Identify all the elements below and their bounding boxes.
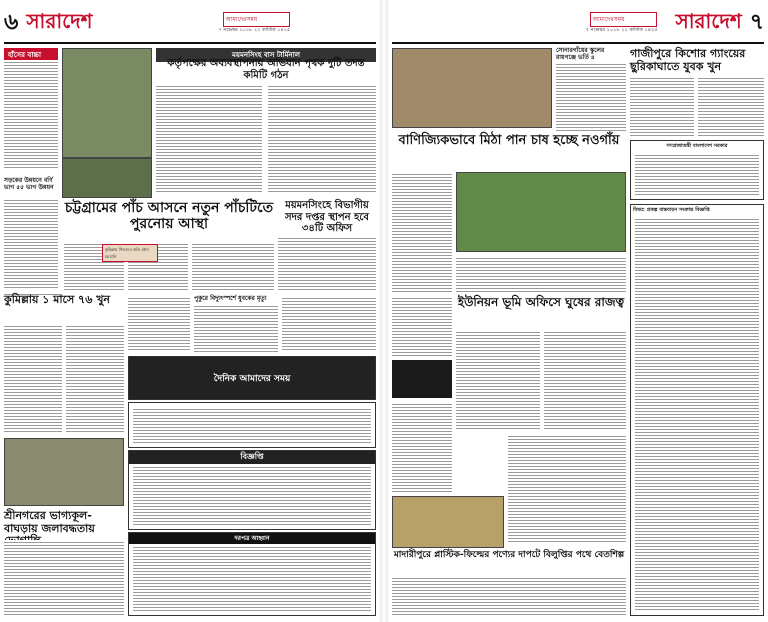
small-headline: সোনারগাঁয়ের স্কুলের রায়গঞ্জে ভর্তি ৪: [556, 47, 605, 61]
page-number: ৬: [4, 9, 19, 35]
photo-flood: [4, 438, 124, 506]
gov-subject: বিষয়: প্রকল্প বাস্তবায়ন সংক্রান্ত বিজ্ঞপ্তি: [633, 207, 710, 213]
issue-date: ৭ নভেম্বর ২০১৮ ২২ কার্তিক ১৪২৫: [218, 26, 291, 33]
gov-notice-text: [635, 153, 759, 195]
story6-headline: পুকুরে বিদ্যুৎস্পর্শে যুবকের মৃত্যু: [194, 295, 267, 302]
notice-box-2: [128, 450, 376, 530]
story3-text-col1: [456, 330, 540, 430]
tender-heading: দরপত্র আহ্বান: [129, 533, 375, 544]
photo-market: [392, 48, 552, 128]
ad-banner-text: দৈনিক আমাদের সময়: [213, 374, 291, 384]
story4-headline: মাদারীপুরে প্লাস্টিক-ফিল্মের পণ্যের দাপটে বিলুপ্তির পথে বেতশিল্প: [393, 550, 625, 560]
col-text-d: [392, 402, 452, 492]
story5-text: [4, 540, 124, 616]
lead-headline: গাজীপুরে কিশোর গ্যাংয়ের ছুরিকাঘাতে যুবক খুন: [630, 47, 746, 73]
story6-text: [194, 304, 278, 352]
side-text: [4, 60, 58, 170]
story2-text-col2: [456, 256, 626, 292]
ad-banner: [128, 356, 376, 400]
lead-text-col1: [156, 84, 262, 194]
notice-text: [133, 407, 371, 443]
section-title: সারাদেশ: [675, 8, 742, 33]
story3-text-col2: [544, 330, 626, 430]
masthead-rule: [392, 42, 764, 44]
newspaper-logo: আমাদেরসময়: [590, 12, 658, 27]
notice-box: [128, 402, 376, 448]
sidebar2-headline: সড়কের উন্নয়নে বর্ণি ভাগ ৫৫ ভাগ উন্নয়ন: [4, 177, 54, 191]
photo-people: [62, 48, 152, 158]
small-text: [556, 62, 626, 132]
lead-text-col2: [268, 84, 376, 194]
quote-box: [392, 360, 452, 398]
sidebar2-text: [4, 198, 58, 288]
lead-text-col2: [698, 76, 764, 136]
notice-heading: বিজ্ঞপ্তি: [129, 451, 375, 464]
tender-box: [128, 532, 376, 616]
story2-text-col3: [192, 242, 274, 290]
story4-text: [278, 236, 376, 292]
masthead-rule: [4, 42, 376, 44]
photo-betel: [456, 172, 626, 252]
newspaper-logo: আমাদেরসময়: [223, 12, 291, 27]
story2-headline: বাণিজ্যিকভাবে মিঠা পান চাষ হচ্ছে নওগাঁয়: [398, 133, 620, 148]
photo-cane: [392, 496, 504, 548]
masthead-left: [4, 6, 290, 40]
story4-text: [392, 576, 626, 616]
notice-text-2: [133, 465, 371, 525]
shaded-box-text: কুমিল্লায় শিশুদের প্রতি যৌন হয়রানি: [105, 247, 149, 259]
masthead-right: [388, 6, 764, 40]
story3-text-col2: [66, 324, 124, 434]
story4-headline: ময়মনসিংহে বিভাগীয় সদর দপ্তর স্থাপন হবে ৩৪টি অফিস: [285, 200, 369, 234]
story4-text-top: [508, 434, 626, 544]
shaded-box: [102, 244, 158, 262]
story2-text-col1: [392, 172, 452, 292]
lead-headline: কর্তৃপক্ষের অব্যবস্থাপনায় অভিযান পৃথক দুটি তদন্ত কমিটি গঠন: [167, 58, 365, 81]
section-title: সারাদেশ: [26, 8, 93, 33]
story3-headline: ইউনিয়ন ভূমি অফিসে ঘুষের রাজত্ব: [457, 295, 625, 309]
top-banner: ময়মনসিংহ বাস টার্মিনাল: [156, 48, 376, 62]
tender-text: [133, 545, 371, 611]
col-text-c: [392, 296, 452, 356]
story2-headline: চট্টগ্রামের পাঁচ আসনে নতুন পাঁচটিতে পুরনোয় আস্থা: [64, 200, 274, 233]
photo-bridge: [62, 158, 152, 198]
col-text-b: [282, 296, 376, 352]
gov-notice-title: গণপ্রজাতন্ত্রী বাংলাদেশ সরকার: [666, 143, 728, 149]
gov-table-text: [635, 217, 759, 611]
story3-headline: কুমিল্লায় ১ মাসে ৭৬ খুন: [4, 293, 110, 306]
col-text-a: [128, 296, 190, 352]
page-6: [0, 0, 380, 622]
page-7: [388, 0, 768, 622]
issue-date: ৭ নভেম্বর ২০১৮ ২২ কার্তিক ১৪২৫: [585, 26, 658, 33]
lead-text-col1: [630, 76, 694, 136]
gov-notice-box: [630, 140, 764, 200]
page-number: ৭: [749, 9, 764, 35]
story3-text-col1: [4, 324, 62, 434]
spread-gutter: [380, 0, 388, 622]
gov-notice-table: [630, 204, 764, 616]
story5-headline: শ্রীনগরের ভাগ্যকূল-বাঘড়ায় জলাবদ্ধতায়: [4, 509, 95, 535]
side-label: হাঁসের বাচ্চা: [4, 48, 58, 74]
